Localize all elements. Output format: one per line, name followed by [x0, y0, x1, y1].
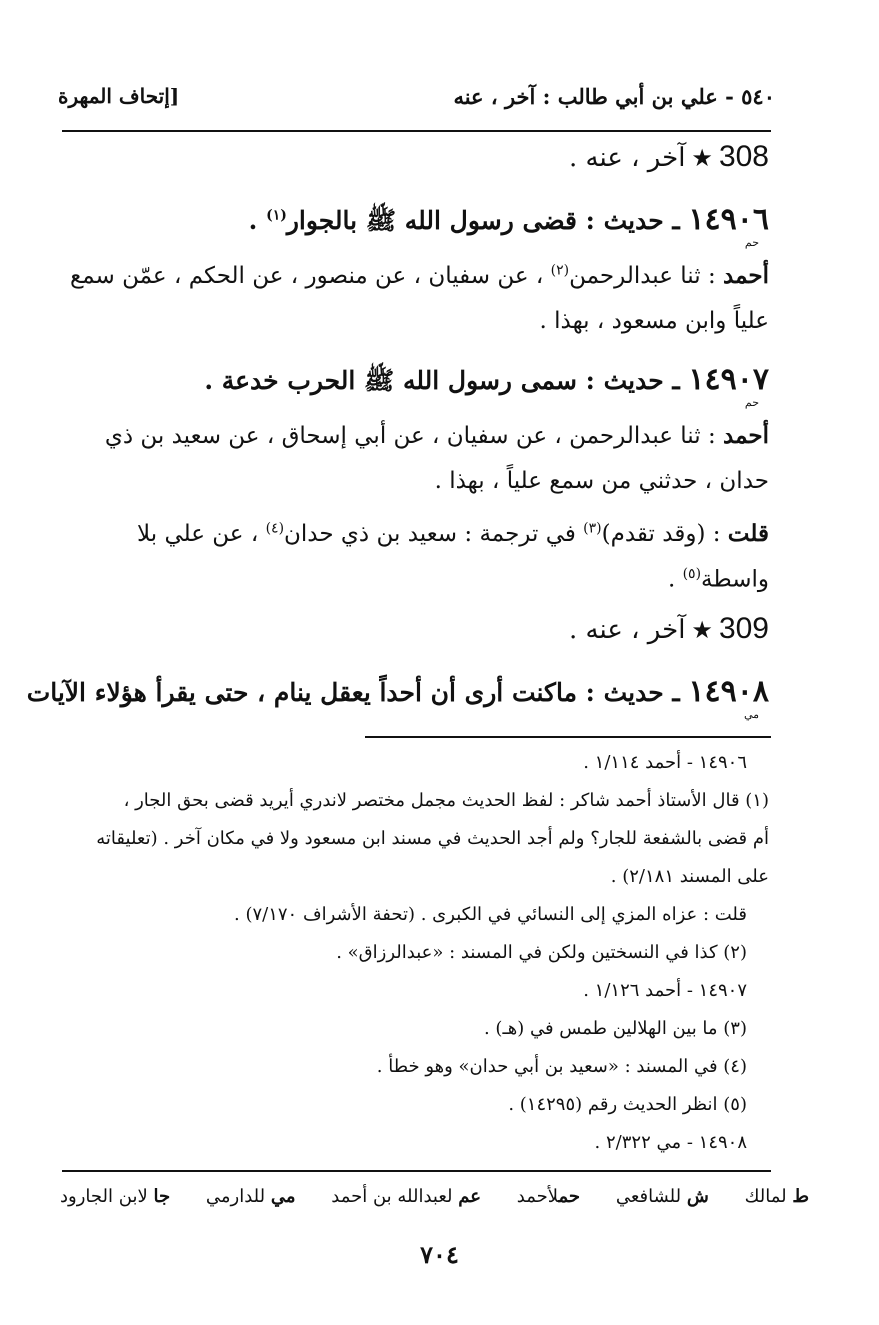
hadith-number: ١٤٩٠٦: [688, 202, 769, 237]
section-text: آخر ، عنه .: [569, 143, 686, 173]
footnote-ref: (٣): [583, 520, 602, 537]
body-text: ، عن سفيان ، عن منصور ، عن الحكم ، عمّن سمع: [70, 263, 551, 289]
body-text: : ثنا عبدالرحمن: [569, 263, 724, 289]
section-number: 308: [718, 140, 769, 173]
hadith-heading: [27, 674, 769, 709]
footnote-line: (١) قال الأستاذ أحمد شاكر : لفظ الحديث مجمل مختصر لاندري أيريد قضى بحق الجار ،: [123, 790, 769, 811]
body-text: : (وقد تقدم): [601, 521, 728, 547]
abbreviation-item: ط لمالك: [744, 1186, 809, 1207]
body-text: .: [667, 566, 683, 593]
footnote-line: (٢) كذا في النسختين ولكن في المسند : «عبدالرزاق» .: [336, 942, 747, 963]
hadith-heading-text: ـ حديث : سمى رسول الله ﷺ الحرب خدعة .: [204, 366, 680, 395]
footnote-ref: (٢): [550, 262, 570, 279]
footnote-ref: (٤): [265, 520, 285, 537]
hadith-number: ١٤٩٠٨: [688, 674, 769, 709]
hadith-heading-text: ـ حديث : قضى رسول الله ﷺ بالجوار: [286, 206, 680, 235]
source-code: مي: [743, 708, 759, 721]
hadith-body-line: [105, 422, 769, 449]
footnote-rule: [365, 736, 771, 738]
abbreviation-item: عم لعبدالله بن أحمد: [331, 1186, 481, 1207]
abbreviation-item: مي للدارمي: [205, 1186, 296, 1207]
note-lead: قلت: [727, 520, 769, 547]
footer-rule: [62, 1170, 771, 1172]
hadith-heading: [204, 362, 769, 402]
section-heading: [569, 612, 769, 646]
section-heading: [569, 140, 769, 174]
hadith-body-line: حدان ، حدثني من سمع علياً ، بهذا .: [434, 468, 769, 494]
hadith-body-line: علياً وابن مسعود ، بهذا .: [539, 308, 769, 334]
page-number: ٧٠٤: [420, 1240, 459, 1269]
abbreviation-key: [60, 1186, 809, 1207]
narrator-lead: أحمد: [723, 262, 769, 289]
footnote-ref: (٥): [682, 566, 702, 582]
body-text: في ترجمة : سعيد بن ذي حدان: [284, 521, 584, 547]
footnote-line: ١٤٩٠٦ - أحمد ١/١١٤ .: [583, 752, 747, 773]
running-header-book: [إتحاف المهرة: [58, 84, 180, 108]
footnote-line: (٤) في المسند : «سعيد بن أبي حدان» وهو خطأ .: [376, 1056, 747, 1077]
footnote-line: قلت : عزاه المزي إلى النسائي في الكبرى . (تحفة الأشراف ٧/١٧٠) .: [234, 904, 747, 925]
footnote-line: (٣) ما بين الهلالين طمس في (هـ) .: [483, 1018, 747, 1039]
editor-note-line: [137, 520, 769, 547]
hadith-heading-end: .: [248, 206, 267, 235]
abbreviation-item: جا لابن الجارود: [60, 1186, 171, 1207]
hadith-body-line: [70, 262, 769, 289]
editor-note-line: [668, 566, 769, 593]
footnote-line: ١٤٩٠٧ - أحمد ١/١٢٦ .: [583, 980, 747, 1001]
body-text: : ثنا عبدالرحمن ، عن سفيان ، عن أبي إسحاق ، عن سعيد بن ذي: [104, 423, 724, 449]
footnote-line: على المسند ٢/١٨١) .: [610, 866, 769, 887]
star-icon: ★: [691, 144, 713, 172]
abbreviation-item: حملأحمد: [516, 1186, 581, 1207]
source-code: حم: [744, 396, 759, 409]
section-number: 309: [718, 612, 769, 645]
body-text: ، عن علي بلا: [137, 521, 266, 547]
footnote-line: أم قضى بالشفعة للجار؟ ولم أجد الحديث في مسند ابن مسعود ولا في مكان آخر . (تعليقاته: [96, 828, 769, 849]
body-text: واسطة: [701, 566, 769, 593]
hadith-number: ١٤٩٠٧: [688, 362, 769, 397]
footnote-line: ١٤٩٠٨ - مي ٢/٣٢٢ .: [594, 1132, 747, 1153]
narrator-lead: أحمد: [723, 422, 769, 449]
footnote-ref: (١): [266, 207, 287, 224]
hadith-heading: [249, 202, 769, 242]
star-icon: ★: [691, 616, 713, 644]
running-header-title: ٥٤٠ - علي بن أبي طالب : آخر ، عنه: [453, 84, 775, 109]
footnote-line: (٥) انظر الحديث رقم (١٤٢٩٥) .: [508, 1094, 747, 1115]
section-text: آخر ، عنه .: [569, 615, 686, 645]
abbreviation-item: ش للشافعي: [615, 1186, 709, 1207]
source-code: حم: [744, 236, 759, 249]
header-rule: [62, 130, 771, 132]
hadith-heading-text: ـ حديث : ماكنت أرى أن أحداً يعقل ينام ، حتى يقرأ هؤلاء الآيات: [26, 678, 680, 707]
